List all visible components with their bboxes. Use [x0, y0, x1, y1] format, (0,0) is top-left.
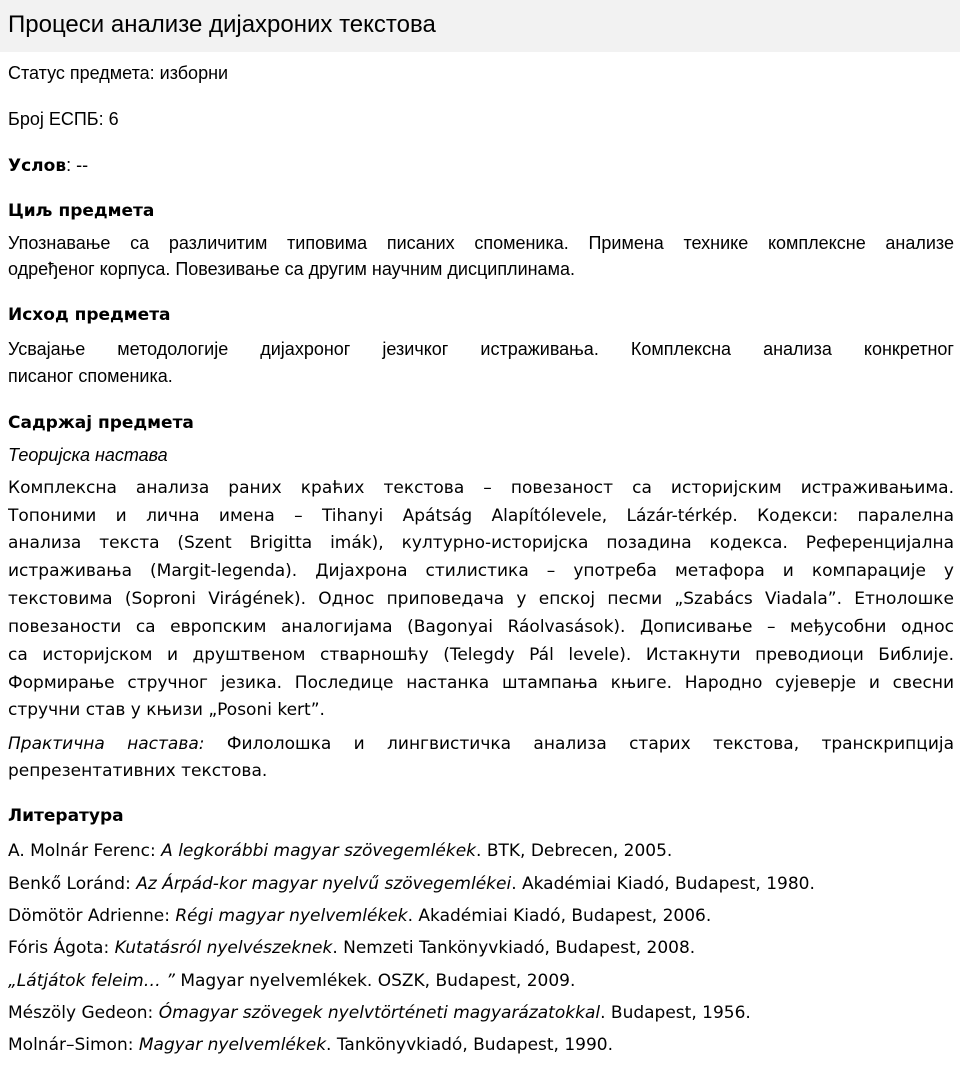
literature-publication: . Tankönyvkiadó, Budapest, 1990. [326, 1035, 614, 1055]
theory-line: стручни став у књизи „Posoni kert”. [8, 700, 325, 720]
ects-label: Број ЕСПБ: [8, 109, 104, 129]
literature-title: Régi magyar nyelvemlékek [175, 906, 408, 926]
practice-line-1 [8, 731, 954, 757]
theory-line: истраживања (Margit-legenda). Дијахрона стилистика – употреба метафора и компарације у [8, 561, 954, 581]
literature-heading: Литература [8, 806, 124, 826]
theory-line: Формирање стручног језика. Последице настанка штампања књиге. Народно сујеверје и свесни [8, 673, 954, 693]
literature-publication: . Akadémiai Kiadó, Budapest, 1980. [511, 874, 815, 894]
literature-author: Dömötör Adrienne: [8, 906, 176, 926]
literature-item [8, 935, 954, 961]
page-title: Процеси анализе дијахроних текстова [8, 11, 436, 38]
theory-line: са историјском и друштвеном стварношћу (Telegdy Pál levele). Истакнути преводиоци Библије. [8, 645, 954, 665]
condition-value: : -- [66, 155, 89, 175]
goal-text-line-2: одређеног корпуса. Повезивање са другим научним дисциплинама. [8, 259, 575, 279]
literature-item [8, 838, 954, 864]
literature-author: Benkő Loránd: [8, 874, 137, 894]
status-label: Статус предмета: [8, 63, 155, 83]
outcome-heading: Исход предмета [8, 305, 171, 325]
literature-title: „Látjátok feleim… ” [8, 971, 175, 991]
theory-line: текстовима (Soproni Virágének). Однос приповедача у епској песми „Szabács Viadala”. Етнолошке [8, 589, 954, 609]
literature-publication: . Budapest, 1956. [600, 1003, 751, 1023]
literature-author: Molnár–Simon: [8, 1035, 139, 1055]
theory-line: анализа текста (Szent Brigitta imák), културно-историјска позадина кодекса. Референцијална [8, 533, 954, 553]
literature-author: A. Molnár Ferenc: [8, 841, 162, 861]
literature-item [8, 968, 954, 994]
theory-label: Теоријска настава [8, 445, 168, 465]
literature-item [8, 903, 954, 929]
literature-author: Mészöly Gedeon: [8, 1003, 159, 1023]
theory-line: Топоними и лична имена – Tihanyi Apátság Alapítólevele, Lázár-térkép. Кодекси: паралелна [8, 506, 954, 526]
literature-item [8, 1000, 954, 1026]
practice-text: Филолошка и лингвистичка анализа старих текстова, транскрипција [226, 734, 954, 754]
literature-publication: . Nemzeti Tankönyvkiadó, Budapest, 2008. [332, 938, 696, 958]
literature-title: Magyar nyelvemlékek [138, 1035, 327, 1055]
goal-text-line-1: Упознавање са различитим типовима писаних споменика. Примена технике комплексне анализе [8, 233, 954, 253]
ects-value: 6 [108, 109, 119, 129]
outcome-text-line-2: писаног споменика. [8, 366, 173, 386]
literature-item [8, 871, 954, 897]
literature-title: Kutatásról nyelvészeknek [114, 938, 333, 958]
literature-title: A legkorábbi magyar szövegemlékek [161, 841, 477, 861]
title-bar [0, 0, 960, 52]
literature-publication: . Akadémiai Kiadó, Budapest, 2006. [407, 906, 712, 926]
content-heading: Садржај предмета [8, 413, 194, 433]
ects-row [8, 106, 954, 132]
literature-item [8, 1032, 954, 1058]
theory-line: повезаности са европским аналогијама (Bagonyai Ráolvasások). Дописивање – међусобни однос [8, 617, 954, 637]
theory-line: Комплексна анализа раних краћих текстова – повезаност са историјским истраживањима. [8, 478, 954, 498]
status-value: изборни [159, 63, 229, 83]
condition-label: Услов [8, 156, 67, 176]
literature-author: Fóris Ágota: [8, 938, 115, 958]
goal-heading: Циљ предмета [8, 201, 155, 221]
practice-line-2: репрезентативних текстова. [8, 761, 268, 781]
literature-title: Ómagyar szövegek nyelvtörténeti magyarázatokkal [158, 1003, 601, 1023]
literature-title: Az Árpád-kor magyar nyelvű szövegemlékei [136, 874, 512, 894]
practice-label: Практична настава: [8, 734, 205, 754]
condition-row [8, 152, 954, 179]
outcome-text-line-1: Усвајање методологије дијахроног језичког истраживања. Комплексна анализа конкретног [8, 339, 954, 359]
literature-publication: Magyar nyelvemlékek. OSZK, Budapest, 2009. [174, 971, 576, 991]
status-row [8, 60, 954, 86]
literature-publication: . BTK, Debrecen, 2005. [476, 841, 673, 861]
